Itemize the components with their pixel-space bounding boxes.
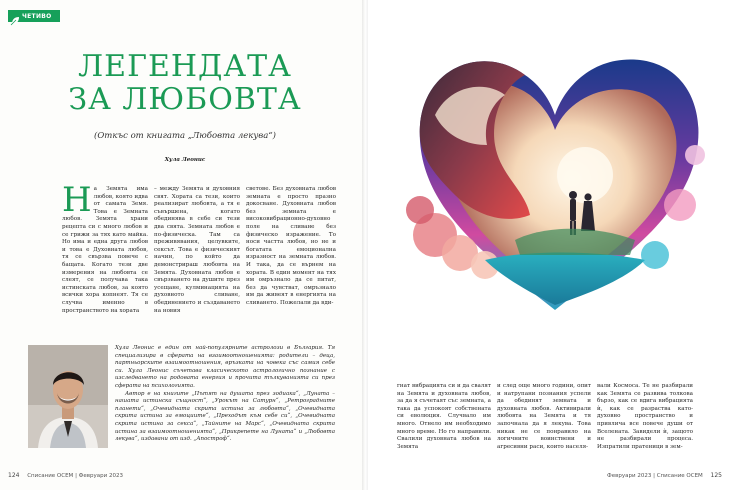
title-line-1: ЛЕГЕНДАТА <box>78 49 292 84</box>
left-page-number: 124 <box>8 472 20 479</box>
page-gutter <box>362 0 368 490</box>
article-title <box>60 50 310 116</box>
author-photo <box>28 345 108 448</box>
text-column-2 <box>154 186 240 315</box>
drop-cap: Н <box>62 180 92 220</box>
text-column-1 <box>62 180 148 315</box>
column-1-text: а Земята има любов, която идва от самата Земя. Това е Земната любов. Земята храни рецепта си с много любов и се грижи за тях като майка. Но има и една друга любов и това е Духовната любов, тя се свързва повече с бащата. Когато тези две измерения на любовта се слеят, се получава така истинската любов, за която всички хора копнеят. Тя се случва именно в пространството на хората <box>62 186 148 314</box>
right-footer-magazine: Списание ОСЕМ <box>656 473 703 479</box>
left-footer-magazine: Списание ОСЕМ <box>27 473 74 479</box>
right-footer-issue: Февруари 2023 <box>607 473 652 479</box>
left-footer: 124 Списание ОСЕМ | Февруари 2023 <box>8 472 123 479</box>
column-3-text: световe. Без духовната любов земната е просто празно докосване. Духовната любов без земната е високовибрационно-духовно поле на сливане без физическо изражение. То носи частта любов, но не и богатата емоционална изразност на земната любов. И така, да се върнем на хората. В един момент на тях им омръзнало да се питат, без да чувстват, омръзнало им да живеят в енергията на сливането. Пожелали да вди- <box>246 186 336 306</box>
title-line-2: ЗА ЛЮБОВТА <box>68 82 302 117</box>
right-footer: Февруари 2023 | Списание ОСЕМ 125 <box>607 472 722 479</box>
article-subtitle: (Откъс от книгата „Любовта лекува“) <box>94 131 276 141</box>
right-column-3 <box>597 383 693 451</box>
right-column-2-text: и след още много години, опит и натрупани познания успели да обединят земната и духовната любов. Активирали любовта на Земята и тя започнала да я лекува. Това никак не се понравило на логичните воинствени и агресивни раси, които населя- <box>497 383 591 450</box>
column-2-text: – между Земята и духовния свят. Хората са тези, които реализират любовта, а тя е съвършена, когато обединява в себе си тези два свята. Земната любов е по-физическа. Там са преживявания, целувките, сексът. Това е физическият начин, по който да демонстрираш любовта на Земята. Духовната любов е свързването на душите през усещане, кулминацията на духовното сливане, обединението и създаването на новия <box>154 186 240 314</box>
author-bio <box>115 345 335 444</box>
right-page-number: 125 <box>710 472 722 479</box>
right-column-3-text: вали Космоса. Те не разбирали как Земята се развива толкова бързо, как се вдига вибрацията ѝ, как се разраства като-духовно пространство и привлича все повече души от Вселената. Завидели ѝ, защото не разбирали процеса. Изпратили пратеници в зем- <box>597 383 693 450</box>
leaf-icon <box>10 11 20 21</box>
heart-illustration <box>395 25 715 325</box>
bio-paragraph-1: Хула Леонис е един от най-популярните астролози в България. Тя специализира в сферата на взаимоотношенията: родители – деца, партньорските взаимоотношения, връзката на човека със самия себе си. Хула Леонис съчетава класическото астрологично познание с изследването на родовата енергия и прочита тълкуванията си през сферата на психологията. <box>115 345 335 389</box>
article-author: Хула Леонис <box>164 157 206 163</box>
left-footer-issue: Февруари 2023 <box>78 473 123 479</box>
right-column-1-text: гнат вибрацията си и да свалят на Земята и духовната любов, за да я съчетаят със земната, а така да успокоят собствената си еволюция. Случвало им много. Отнело им необходимо много време. Но го направили. Свалили духовната любов на Земята <box>397 383 491 450</box>
right-page <box>365 0 730 490</box>
right-column-2 <box>497 383 591 451</box>
section-tag-label: ЧЕТИВО <box>22 12 52 20</box>
right-column-1 <box>397 383 491 451</box>
text-column-3 <box>246 186 336 308</box>
section-tag <box>8 10 60 22</box>
bio-paragraph-2: Автор е на книгите „Пътят на душата през зодиака“, „Луната – нашата истинска същност“, „Урокът на Сатурн“, „Ретроградните планети“, „Очевидната скрита истина за любовта“, „Очевидната скрита истина за емоциите“, „Преходът към себе си“, „Очевидната скрита истина за секса“, „Тайните на Марс“, „Очевидната скрита истина за взаимоотношенията“, „Прикрепете на Луната“ и „Любовта лекува“, издавани от изд. „Апостроф“. <box>115 390 335 443</box>
